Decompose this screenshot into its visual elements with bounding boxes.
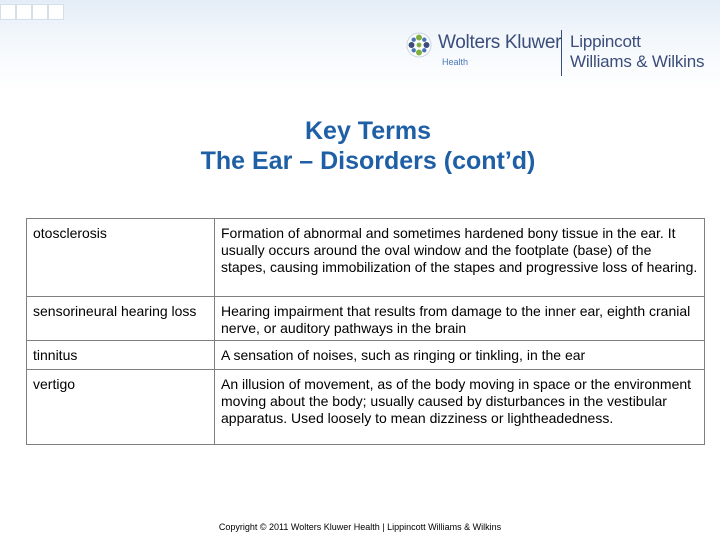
- term-cell: sensorineural hearing loss: [27, 297, 215, 341]
- title-line-2: The Ear – Disorders (cont’d): [200, 147, 536, 175]
- table-row: [27, 297, 705, 341]
- table-row: [27, 370, 705, 445]
- publisher-name: Wolters Kluwer: [438, 32, 562, 53]
- table-row: [27, 341, 705, 370]
- definition-cell: A sensation of noises, such as ringing or tinkling, in the ear: [215, 341, 705, 370]
- logo-divider: [561, 30, 562, 76]
- imprint-line-1: Lippincott: [570, 32, 641, 51]
- slide-title: [0, 116, 720, 176]
- term-cell: tinnitus: [27, 341, 215, 370]
- table-row: [27, 219, 705, 297]
- header-banner: [0, 0, 720, 92]
- copyright-footer: Copyright © 2011 Wolters Kluwer Health | Lippincott Williams & Wilkins: [218, 522, 502, 532]
- title-line-1: Key Terms: [305, 117, 431, 145]
- definition-cell: Formation of abnormal and sometimes hardened bony tissue in the ear. It usually occurs around the oval window and the footplate (base) of the stapes, causing immobilization of the stapes and progressive loss of hearing.: [215, 219, 705, 297]
- wolters-kluwer-logo-icon: [406, 32, 432, 58]
- term-cell: vertigo: [27, 370, 215, 445]
- decorative-tiles: [0, 0, 80, 22]
- publisher-subtitle: Health: [442, 57, 469, 67]
- imprint-name: [570, 32, 704, 72]
- term-cell: otosclerosis: [27, 219, 215, 297]
- definition-cell: An illusion of movement, as of the body moving in space or the environment moving about the body; usually caused by disturbances in the vestibular apparatus. Used loosely to mean dizziness or lightheadedness.: [215, 370, 705, 445]
- definition-cell: Hearing impairment that results from damage to the inner ear, eighth cranial nerve, or auditory pathways in the brain: [215, 297, 705, 341]
- key-terms-table: [26, 218, 705, 445]
- imprint-line-2: Williams & Wilkins: [570, 52, 705, 71]
